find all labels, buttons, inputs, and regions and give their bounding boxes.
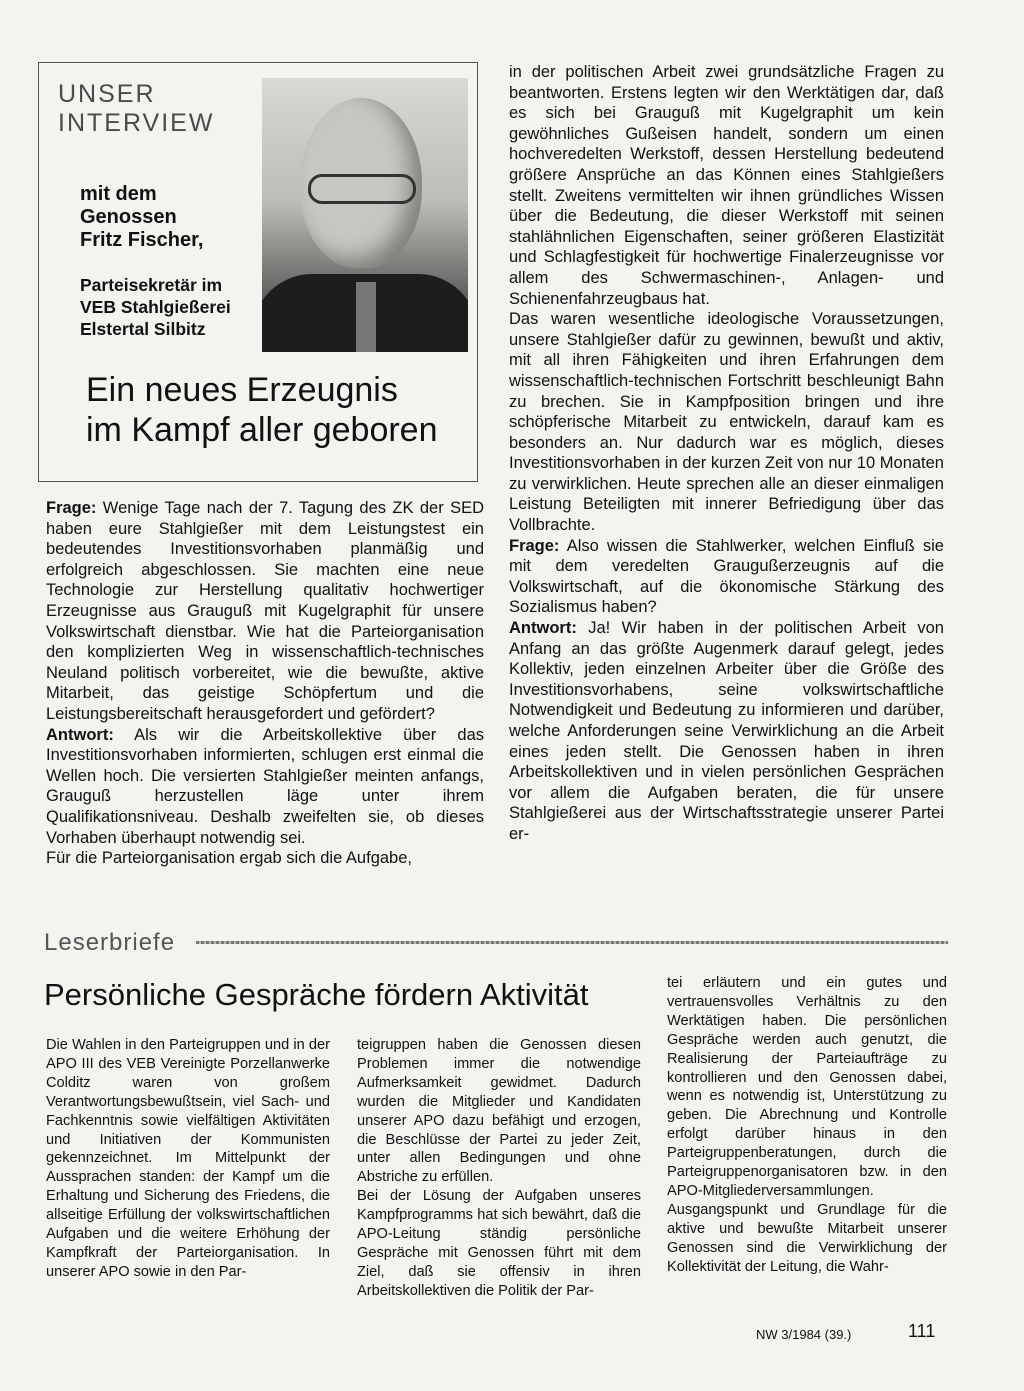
paragraph: Bei der Lösung der Aufgaben unseres Kampfprogramms hat sich bewährt, daß die APO-Leitung ständig persönliche Gespräche mit Genossen führt mit dem Ziel, daß sie offensiv in ihren Arbeitskollektiven die Politik der Par-: [357, 1188, 641, 1299]
interviewee-role: [80, 274, 231, 340]
portrait-glasses: [308, 174, 416, 204]
portrait-photo: [262, 78, 468, 352]
paragraph-text: Ja! Wir haben in der politischen Arbeit von Anfang an das größte Augenmerk darauf gelegt, jedes Kollektiv, jeden einzelnen Arbeiter über die Größe des Investitionsvorhabens, seine volkswirtschaftliche Notwendigkeit und Bedeutung zu informieren und darüber, welche Anforderungen seine Verwirklichung an die Arbeit eines jeden stellt. Die Genossen haben in ihren Arbeitskollektiven und in vielen persönlichen Gesprächen vor allem die Aufgaben beraten, die für unsere Stahlgießerei aus der Wirtschaftsstrategie unserer Partei er-: [509, 619, 944, 843]
paragraph: [509, 309, 944, 536]
interviewee-intro: [80, 183, 203, 252]
paragraph-text: Für die Parteiorganisation ergab sich die Aufgabe,: [46, 849, 412, 868]
question-label: Frage:: [509, 536, 560, 555]
paragraph: tei erläutern und ein gutes und vertrauensvolles Verhältnis zu den Werktätigen haben. Die persönlichen Gespräche werden auch genutzt, die Realisierung der Parteiaufträge zu kontrollieren und den Genossen dabei, wenn es notwendig ist, Unterstützung zu geben. Die Abrechnung und Kontrolle erfolgt darüber hinaus in den Parteigruppenberatungen, durch die Parteigruppenorganisatoren bzw. in den APO-Mitgliederversammlungen.: [667, 975, 947, 1199]
paragraph-text: Das waren wesentliche ideologische Voraussetzungen, unsere Stahlgießer dafür zu gewinnen, bewußt und aktiv, mit all ihren Fähigkeiten und ihren Erfahrungen dem wissenschaftlich-technischen Fortschritt beschleunigt Bahn zu brechen. Sie in Kampfposition bringen und ihre schöpferische Mitarbeit zu entwickeln, darauf kam es besonders an. Nur dadurch war es möglich, dieses Investitionsvorhaben in der kurzen Zeit von nur 10 Monaten zu verwirklichen. Heute sprechen alle an dieser einmaligen Leistung Beteiligten mit innerer Befriedigung über das Vollbrachte.: [509, 310, 944, 535]
paragraph: [46, 848, 484, 869]
paragraph: [46, 725, 484, 849]
issue-reference: NW 3/1984 (39.): [756, 1327, 852, 1342]
paragraph-text: in der politischen Arbeit zwei grundsätzliche Fragen zu beantworten. Erstens legten wir den Werktätigen dar, daß es sich bei Grauguß mit Kugelgraphit um kein gewöhnliches Gußeisen handelt, sondern um einen hochveredelten Werkstoff, dessen Herstellung bedeutend größere Ansprüche an das Können eines Stahlgießers stellt. Zweitens vermittelten wir ihnen gründliches Wissen über die Bedeutung, die dieser Werkstoff mit seinen stahlähnlichen Eigenschaften, seiner größeren Elastizität und Schlagfestigkeit für hochwertige Finalerzeugnisse vor allem des Schwermaschinen-, Anlagen- und Schienenfahrzeugbaus hat.: [509, 63, 944, 308]
headline-line: im Kampf aller geboren: [86, 411, 438, 449]
paragraph: Die Wahlen in den Parteigruppen und in der APO III des VEB Vereinigte Porzellanwerke Colditz waren von großem Verantwortungsbewußtsein, viel Sach- und Fachkenntnis sowie vielfältigen Aktivitäten und Initiativen der Kommunisten gekennzeichnet. Im Mittelpunkt der Aussprachen standen: der Kampf um die Erhaltung und Sicherung des Friedens, die allseitige Erfüllung der volkswirtschaftlichen Aufgaben und die weitere Erhöhung der Kampfkraft der Parteiorganisation. In unserer APO sowie in den Par-: [46, 1037, 330, 1280]
role-line: Parteisekretär im: [80, 275, 223, 295]
intro-line: Fritz Fischer,: [80, 229, 204, 251]
paragraph: teigruppen haben die Genossen diesen Problemen immer die notwendige Aufmerksamkeit gewidmet. Dadurch wurden die Mitglieder und Kandidaten unserer APO dazu befähigt und erzogen, die Beschlüsse der Partei zu jeder Zeit, unter allen Bedingungen und ohne Abstriche zu erfüllen.: [357, 1037, 641, 1186]
interview-column-1: [46, 498, 484, 869]
interview-kicker: [58, 80, 214, 138]
intro-line: Genossen: [80, 206, 177, 228]
paragraph: [509, 618, 944, 845]
letter-column-2: [357, 1036, 641, 1301]
answer-label: Antwort:: [509, 619, 577, 638]
paragraph-text: Wenige Tage nach der 7. Tagung des ZK der SED haben eure Stahlgießer mit dem Leistungstest ein bedeutendes Investitionsvorhaben planmäßig und erfolgreich abgeschlossen. Sie machten eine neue Technologie zur Herstellung qualitativ hochwertiger Erzeugnisse aus Grauguß mit Kugelgraphit für unsere Volkswirtschaft dienstbar. Wie hat die Parteiorganisation den komplizierten Weg in wissenschaftlich-technisches Neuland politisch vorbereitet, wie die bewußte, aktive Mitarbeit, das geistige Schöpfertum und die Leistungsbereitschaft herausgefordert und gefördert?: [46, 499, 484, 723]
paragraph-text: Als wir die Arbeitskollektive über das Investitionsvorhaben informierten, schlugen erst einmal die Wellen hoch. Die versierten Stahlgießer meinten anfangs, Grauguß herzustellen läge unter ihrem Qualifikationsniveau. Deshalb zweifelten sie, ob dieses Vorhaben überhaupt notwendig sei.: [46, 725, 484, 847]
paragraph: [46, 498, 484, 725]
paragraph: Ausgangspunkt und Grundlage für die aktive und bewußte Mitarbeit unserer Genossen sind die Verwirklichung der Kollektivität der Leitung, die Wahr-: [667, 1201, 947, 1275]
letter-column-1: [46, 1036, 330, 1282]
kicker-line: INTERVIEW: [58, 109, 215, 137]
role-line: VEB Stahlgießerei: [80, 297, 231, 317]
portrait-tie: [356, 282, 376, 352]
letter-column-3: [667, 974, 947, 1277]
paragraph: [509, 62, 944, 309]
section-rule: [196, 941, 948, 944]
section-heading: Leserbriefe: [44, 929, 176, 956]
paragraph-text: Also wissen die Stahlwerker, welchen Einfluß sie mit dem veredelten Graugußerzeugnis auf die Volkswirtschaft, auf die ökonomische Stärkung des Sozialismus haben?: [509, 536, 944, 617]
interview-headline: [86, 370, 438, 450]
headline-line: Ein neues Erzeugnis: [86, 371, 398, 409]
kicker-line: UNSER: [58, 80, 156, 108]
page-number: 111: [908, 1321, 936, 1341]
answer-label: Antwort:: [46, 725, 114, 744]
letter-title: Persönliche Gespräche fördern Aktivität: [44, 977, 589, 1012]
role-line: Elstertal Silbitz: [80, 319, 206, 339]
paragraph: [509, 536, 944, 618]
interview-column-2: [509, 62, 944, 845]
intro-line: mit dem: [80, 183, 157, 205]
question-label: Frage:: [46, 499, 97, 517]
